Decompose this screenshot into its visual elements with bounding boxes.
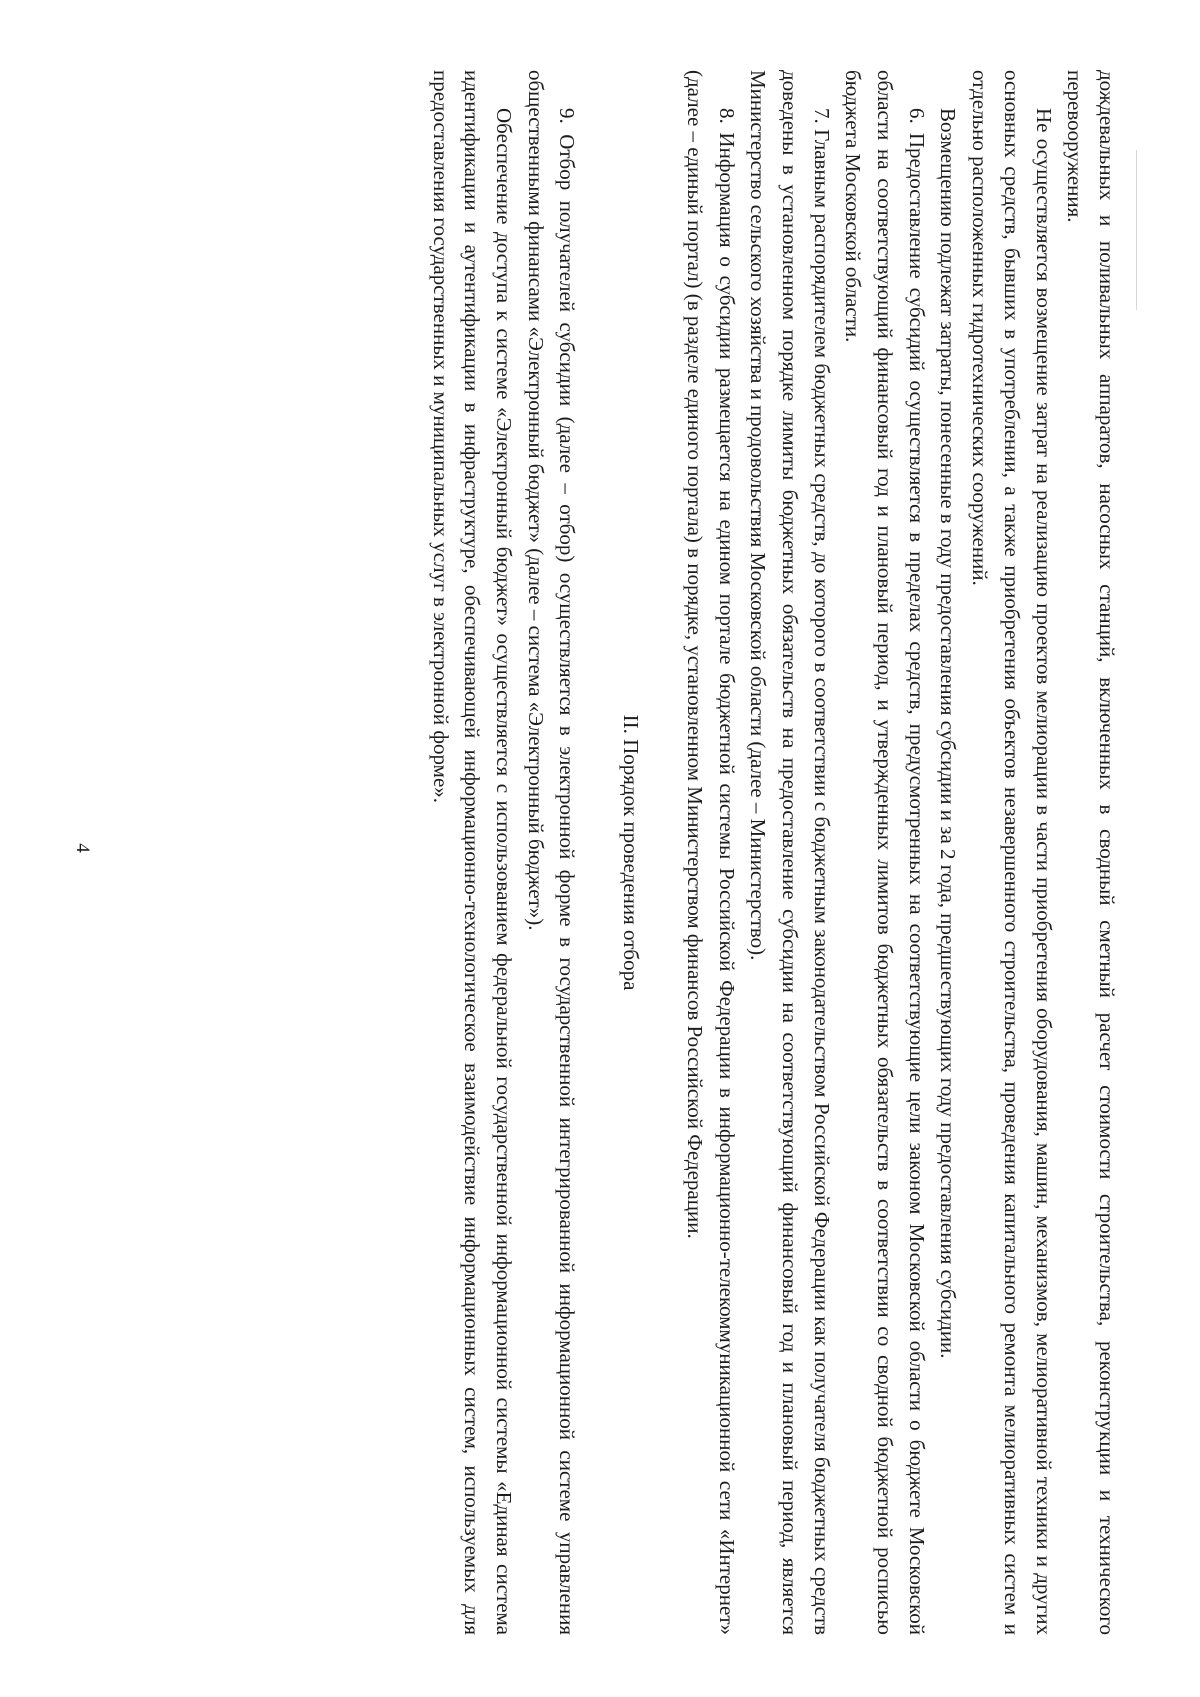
- margin-rule: [1136, 150, 1137, 310]
- page-number: 4: [72, 843, 93, 853]
- document-body: [424, 70, 1122, 1635]
- paragraph-item-7: 7. Главным распорядителем бюджетных средств, до которого в соответствии с бюджетным законодательством Российской Федерации как получателя бюджетных средств доведены в установленном порядке лимиты бюджетных обязательств на предоставление субсидии на соответствующий финансовый год и плановый период, является Министерство сельского хозяйства и продовольствия Московской области (далее – Министерство).: [746, 70, 834, 1635]
- rotated-page-content: [424, 70, 1122, 1635]
- section-heading: II. Порядок проведения отбора: [619, 714, 644, 991]
- paragraph-item-8: 8. Информация о субсидии размещается на едином портале бюджетной системы Российской Федерации в информационно-телекоммуникационной сети «Интернет» (далее – единый портал) (в разделе единого портала) в порядке, установленном Министерством финансов Российской Федерации.: [682, 70, 739, 1635]
- paragraph-item-6: 6. Предоставление субсидий осуществляется в пределах средств, предусмотренных на соответствующие цели законом Московской области о бюджете Московской области на соответствующий финансовый год и плановый период, и утвержденных лимитов бюджетных обязательств в соответствии со сводной бюджетной росписью бюджета Московской области.: [841, 70, 929, 1635]
- paragraph-reimbursement-period: Возмещению подлежат затраты, понесенные в году предоставления субсидии и за 2 года, предшествующих году предоставления субсидии.: [936, 108, 961, 1359]
- paragraph-continuation: дождевальных и поливальных аппаратов, насосных станций, включенных в сводный сметный расчет стоимости строительства, реконструкции и технического перевооружения.: [1063, 70, 1119, 1635]
- paragraph-exclusions: Не осуществляется возмещение затрат на реализацию проектов мелиорации в части приобретения оборудования, машин, механизмов, мелиоративной техники и других основных средств, бывших в употреблении, а также приобретения объектов незавершенного строительства, проведения капитального ремонта мелиоративных систем и отдельно расположенных гидротехнических сооружений.: [968, 70, 1056, 1635]
- paragraph-access: Обеспечение доступа к системе «Электронный бюджет» осуществляется с использованием федеральной государственной информационной системы «Единая система идентификации и аутентификации в инфраструктуре, обеспечивающей информационно-технологическое взаимодействие информационных систем, используемых для предоставления государственных и муниципальных услуг в электронной форме».: [428, 70, 517, 1635]
- paragraph-item-9: 9. Отбор получателей субсидии (далее – отбор) осуществляется в электронной форме в государственной интегрированной информационной системе управления общественными финансами «Электронный бюджет» (далее – система «Электронный бюджет»).: [523, 70, 580, 1635]
